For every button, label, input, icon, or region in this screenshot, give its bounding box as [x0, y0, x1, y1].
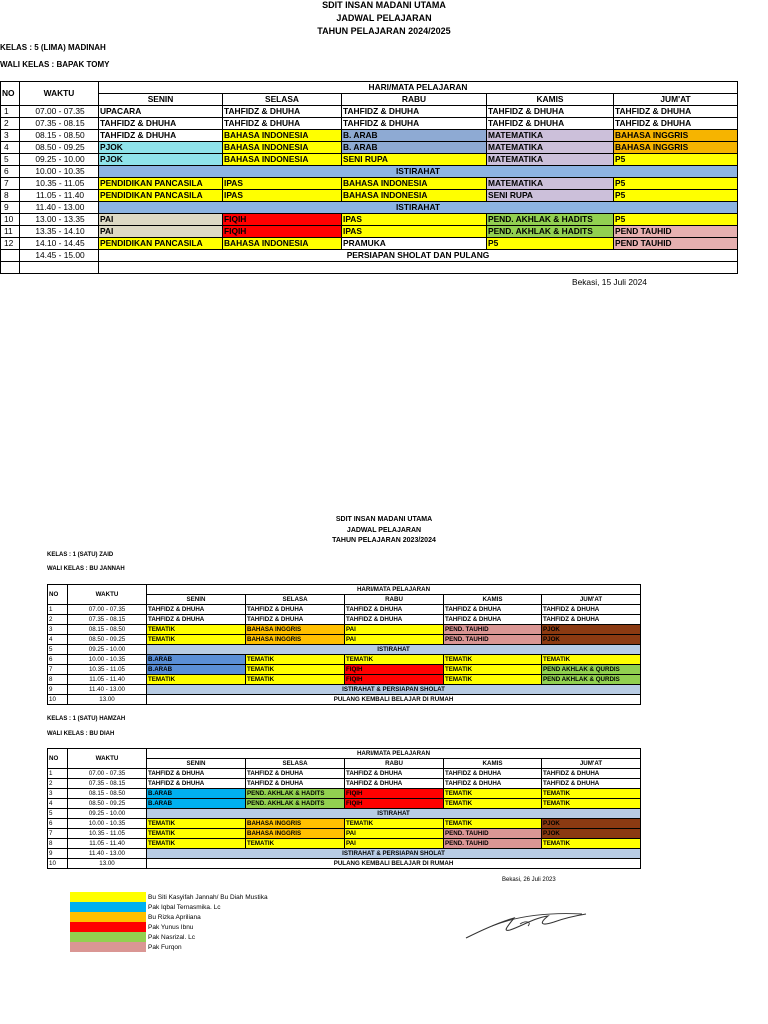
span-cell: ISTIRAHAT: [147, 809, 641, 819]
subject-cell: TAHFIDZ & DHUHA: [542, 779, 641, 789]
header-day: RABU: [345, 595, 444, 605]
subject-cell: TAHFIDZ & DHUHA: [342, 118, 487, 130]
row-number: 2: [48, 779, 68, 789]
row-time: 07.00 - 07.35: [68, 605, 147, 615]
row-number: 7: [48, 665, 68, 675]
row-time: 10.00 - 10.35: [68, 655, 147, 665]
subject-cell: B.ARAB: [147, 655, 246, 665]
row-time: 11.05 - 11.40: [68, 839, 147, 849]
table-row: [1, 214, 738, 226]
subject-cell: MATEMATIKA: [487, 142, 614, 154]
subject-cell: TAHFIDZ & DHUHA: [444, 769, 542, 779]
table-row: [48, 799, 641, 809]
subject-cell: TEMATIK: [246, 839, 345, 849]
legend-item: [70, 922, 268, 932]
header-no: NO: [48, 585, 68, 605]
subject-cell: TAHFIDZ & DHUHA: [223, 118, 342, 130]
row-number: 1: [48, 769, 68, 779]
subject-cell: BAHASA INDONESIA: [342, 178, 487, 190]
span-cell: [99, 262, 738, 274]
subject-cell: TAHFIDZ & DHUHA: [246, 605, 345, 615]
subject-cell: TAHFIDZ & DHUHA: [444, 779, 542, 789]
subject-cell: PEND. TAUHID: [444, 839, 542, 849]
span-cell: ISTIRAHAT & PERSIAPAN SHOLAT: [147, 685, 641, 695]
row-time: 07.35 - 08.15: [68, 779, 147, 789]
subject-cell: PENDIDIKAN PANCASILA: [99, 190, 223, 202]
table-row: [48, 635, 641, 645]
subject-cell: TAHFIDZ & DHUHA: [542, 615, 641, 625]
row-time: 10.35 - 11.05: [20, 178, 99, 190]
header-day: KAMIS: [487, 94, 614, 106]
row-time: 14.10 - 14.45: [20, 238, 99, 250]
schedule-table-2b: [47, 748, 641, 869]
table-row: [48, 675, 641, 685]
subject-cell: TAHFIDZ & DHUHA: [444, 615, 542, 625]
school-title-2: SDIT INSAN MADANI UTAMA: [335, 516, 433, 523]
header-day: JUM'AT: [614, 94, 738, 106]
legend-teacher-name: Pak Iqbal Ternasmika. Lc: [148, 903, 221, 911]
row-number: 8: [1, 190, 20, 202]
table-row: [48, 859, 641, 869]
subject-cell: PAI: [345, 839, 444, 849]
subject-cell: IPAS: [342, 214, 487, 226]
table-row: [1, 166, 738, 178]
subject-cell: PAI: [99, 214, 223, 226]
subject-cell: B.ARAB: [147, 665, 246, 675]
row-number: 7: [48, 829, 68, 839]
row-number: 10: [48, 695, 68, 705]
subject-cell: TEMATIK: [542, 789, 641, 799]
subject-cell: P5: [614, 190, 738, 202]
span-cell: ISTIRAHAT & PERSIAPAN SHOLAT: [147, 849, 641, 859]
subject-cell: FIQIH: [345, 665, 444, 675]
subject-cell: TAHFIDZ & DHUHA: [147, 605, 246, 615]
subject-cell: PENDIDIKAN PANCASILA: [99, 238, 223, 250]
subject-cell: PRAMUKA: [342, 238, 487, 250]
row-number: 10: [48, 859, 68, 869]
subject-cell: TAHFIDZ & DHUHA: [542, 769, 641, 779]
row-time: 11.40 - 13.00: [68, 685, 147, 695]
row-time: [20, 262, 99, 274]
table-row: [1, 190, 738, 202]
subject-cell: PEND. AKHLAK & HADITS: [487, 226, 614, 238]
row-time: 07.35 - 08.15: [20, 118, 99, 130]
table-row: [48, 789, 641, 799]
subject-cell: BAHASA INGGRIS: [246, 829, 345, 839]
header-days: HARI/MATA PELAJARAN: [99, 82, 738, 94]
subject-cell: BAHASA INGGRIS: [614, 142, 738, 154]
subject-cell: TAHFIDZ & DHUHA: [345, 615, 444, 625]
legend-item: [70, 932, 268, 942]
subject-cell: TAHFIDZ & DHUHA: [345, 779, 444, 789]
legend-swatch: [70, 922, 146, 932]
table-row: [1, 106, 738, 118]
table-row: [48, 849, 641, 859]
legend-swatch: [70, 902, 146, 912]
span-cell: PULANG KEMBALI BELAJAR DI RUMAH: [147, 695, 641, 705]
header-no: NO: [1, 82, 20, 106]
subject-cell: B. ARAB: [342, 130, 487, 142]
subject-cell: TAHFIDZ & DHUHA: [99, 118, 223, 130]
row-time: 08.15 - 08.50: [68, 625, 147, 635]
subject-cell: TAHFIDZ & DHUHA: [223, 106, 342, 118]
subject-cell: TEMATIK: [444, 655, 542, 665]
subject-cell: PJOK: [99, 142, 223, 154]
subject-cell: PEND TAUHID: [614, 226, 738, 238]
subject-cell: MATEMATIKA: [487, 178, 614, 190]
row-time: 09.25 - 10.00: [20, 154, 99, 166]
row-number: 8: [48, 675, 68, 685]
subject-cell: TEMATIK: [542, 839, 641, 849]
row-number: 4: [48, 635, 68, 645]
subject-cell: TAHFIDZ & DHUHA: [246, 615, 345, 625]
row-time: 11.05 - 11.40: [20, 190, 99, 202]
subject-cell: PJOK: [542, 829, 641, 839]
row-number: 1: [48, 605, 68, 615]
subject-cell: BAHASA INGGRIS: [246, 625, 345, 635]
span-cell: ISTIRAHAT: [99, 202, 738, 214]
schedule-table-2a: [47, 584, 641, 705]
subject-cell: PEND. AKHLAK & HADITS: [487, 214, 614, 226]
legend-swatch: [70, 942, 146, 952]
row-number: 3: [48, 625, 68, 635]
row-number: 4: [1, 142, 20, 154]
table-row: [48, 829, 641, 839]
subject-cell: B. ARAB: [342, 142, 487, 154]
row-time: 10.35 - 11.05: [68, 665, 147, 675]
header-time: WAKTU: [68, 585, 147, 605]
subject-cell: TAHFIDZ & DHUHA: [99, 130, 223, 142]
subject-cell: PAI: [345, 625, 444, 635]
row-number: 9: [1, 202, 20, 214]
row-number: 12: [1, 238, 20, 250]
header-day: SELASA: [246, 595, 345, 605]
table-row: [1, 262, 738, 274]
header-row: [48, 749, 641, 759]
legend-teacher-name: Bu Rizka Apriliana: [148, 913, 201, 921]
subject-cell: PJOK: [542, 625, 641, 635]
subject-cell: TAHFIDZ & DHUHA: [487, 106, 614, 118]
legend-item: [70, 902, 268, 912]
subject-cell: TEMATIK: [444, 789, 542, 799]
subject-cell: PJOK: [99, 154, 223, 166]
subject-cell: PEND TAUHID: [614, 238, 738, 250]
row-number: 9: [48, 849, 68, 859]
subject-cell: FIQIH: [223, 214, 342, 226]
doc-title-1: JADWAL PELAJARAN: [336, 13, 432, 23]
table-row: [1, 118, 738, 130]
header-day: RABU: [345, 759, 444, 769]
row-number: 5: [48, 645, 68, 655]
table-row: [48, 819, 641, 829]
subject-cell: TEMATIK: [444, 799, 542, 809]
row-time: 13.00: [68, 859, 147, 869]
table-row: [1, 238, 738, 250]
row-time: 10.00 - 10.35: [68, 819, 147, 829]
subject-cell: FIQIH: [345, 799, 444, 809]
subject-cell: TAHFIDZ & DHUHA: [246, 779, 345, 789]
table-row: [48, 695, 641, 705]
row-time: 11.40 - 13.00: [20, 202, 99, 214]
subject-cell: TAHFIDZ & DHUHA: [147, 769, 246, 779]
row-number: 2: [48, 615, 68, 625]
subject-cell: TAHFIDZ & DHUHA: [614, 118, 738, 130]
span-cell: ISTIRAHAT: [147, 645, 641, 655]
subject-cell: SENI RUPA: [487, 190, 614, 202]
header-day: JUM'AT: [542, 759, 641, 769]
legend-swatch: [70, 912, 146, 922]
row-number: 6: [48, 819, 68, 829]
subject-cell: BAHASA INDONESIA: [223, 238, 342, 250]
homeroom-label-1: WALI KELAS : BAPAK TOMY: [0, 60, 110, 69]
school-title-1: SDIT INSAN MADANI UTAMA: [322, 0, 446, 10]
subject-cell: PAI: [345, 635, 444, 645]
header-day: SELASA: [223, 94, 342, 106]
table-row: [48, 665, 641, 675]
subject-cell: IPAS: [223, 178, 342, 190]
doc-title-2: JADWAL PELAJARAN: [346, 527, 422, 534]
table-row: [1, 202, 738, 214]
subject-cell: TEMATIK: [147, 635, 246, 645]
subject-cell: TAHFIDZ & DHUHA: [342, 106, 487, 118]
table-row: [48, 685, 641, 695]
subject-cell: TEMATIK: [246, 675, 345, 685]
homeroom-label-2a: WALI KELAS : BU JANNAH: [47, 566, 125, 572]
table-row: [1, 154, 738, 166]
subject-cell: BAHASA INDONESIA: [223, 130, 342, 142]
row-number: 8: [48, 839, 68, 849]
legend-item: [70, 892, 268, 902]
subject-cell: TEMATIK: [542, 799, 641, 809]
row-time: 14.45 - 15.00: [20, 250, 99, 262]
subject-cell: FIQIH: [345, 789, 444, 799]
legend-swatch: [70, 892, 146, 902]
subject-cell: P5: [614, 154, 738, 166]
subject-cell: PJOK: [542, 635, 641, 645]
table-row: [48, 615, 641, 625]
header-day: KAMIS: [444, 595, 542, 605]
row-number: 3: [1, 130, 20, 142]
row-time: 11.05 - 11.40: [68, 675, 147, 685]
subject-cell: BAHASA INGGRIS: [246, 819, 345, 829]
subject-cell: BAHASA INDONESIA: [223, 154, 342, 166]
legend-item: [70, 942, 268, 952]
row-number: 9: [48, 685, 68, 695]
class-label-1: KELAS : 5 (LIMA) MADINAH: [0, 43, 106, 52]
row-number: 5: [48, 809, 68, 819]
row-time: 08.50 - 09.25: [68, 635, 147, 645]
table-row: [48, 779, 641, 789]
row-time: 10.00 - 10.35: [20, 166, 99, 178]
span-cell: PERSIAPAN SHOLAT DAN PULANG: [99, 250, 738, 262]
row-time: 13.00: [68, 695, 147, 705]
subject-cell: PEND. AKHLAK & HADITS: [246, 799, 345, 809]
table-row: [48, 809, 641, 819]
header-no: NO: [48, 749, 68, 769]
row-time: 08.15 - 08.50: [20, 130, 99, 142]
subject-cell: TEMATIK: [444, 675, 542, 685]
row-time: 08.50 - 09.25: [68, 799, 147, 809]
legend-teacher-name: Bu Siti Kasyifah Jannah/ Bu Diah Mustika: [148, 893, 268, 901]
subject-cell: TAHFIDZ & DHUHA: [487, 118, 614, 130]
subject-cell: PEND. TAUHID: [444, 829, 542, 839]
row-time: 08.15 - 08.50: [68, 789, 147, 799]
subject-cell: B.ARAB: [147, 789, 246, 799]
year-2: TAHUN PELAJARAN 2023/2024: [332, 537, 436, 544]
row-number: 7: [1, 178, 20, 190]
subject-cell: PEND AKHLAK & QURDIS: [542, 675, 641, 685]
subject-cell: P5: [614, 178, 738, 190]
row-time: 07.00 - 07.35: [68, 769, 147, 779]
header-day: KAMIS: [444, 759, 542, 769]
table-row: [48, 605, 641, 615]
row-number: [1, 262, 20, 274]
header-days: HARI/MATA PELAJARAN: [147, 585, 641, 595]
table-row: [1, 250, 738, 262]
schedule-table-1: [0, 81, 738, 274]
date-1: Bekasi, 15 Juli 2024: [572, 277, 647, 287]
header-row: [1, 82, 738, 94]
row-time: 07.35 - 08.15: [68, 615, 147, 625]
row-time: 08.50 - 09.25: [20, 142, 99, 154]
header-row: [48, 585, 641, 595]
subject-cell: TEMATIK: [147, 829, 246, 839]
subject-cell: SENI RUPA: [342, 154, 487, 166]
header-time: WAKTU: [20, 82, 99, 106]
subject-cell: IPAS: [223, 190, 342, 202]
subject-cell: IPAS: [342, 226, 487, 238]
header-day: SENIN: [147, 759, 246, 769]
subject-cell: BAHASA INGGRIS: [246, 635, 345, 645]
subject-cell: PEND. AKHLAK & HADITS: [246, 789, 345, 799]
header-time: WAKTU: [68, 749, 147, 769]
class-label-2a: KELAS : 1 (SATU) ZAID: [47, 552, 114, 558]
row-time: 07.00 - 07.35: [20, 106, 99, 118]
row-time: 09.25 - 10.00: [68, 645, 147, 655]
signature: [462, 904, 592, 944]
row-time: 09.25 - 10.00: [68, 809, 147, 819]
subject-cell: TAHFIDZ & DHUHA: [542, 605, 641, 615]
table-row: [48, 625, 641, 635]
subject-cell: BAHASA INDONESIA: [342, 190, 487, 202]
subject-cell: P5: [614, 214, 738, 226]
subject-cell: TEMATIK: [444, 665, 542, 675]
subject-cell: MATEMATIKA: [487, 130, 614, 142]
subject-cell: TEMATIK: [246, 655, 345, 665]
subject-cell: MATEMATIKA: [487, 154, 614, 166]
table-row: [1, 226, 738, 238]
table-row: [48, 839, 641, 849]
header-day: SELASA: [246, 759, 345, 769]
subject-cell: TAHFIDZ & DHUHA: [444, 605, 542, 615]
row-number: [1, 250, 20, 262]
teacher-color-legend: [70, 892, 268, 952]
subject-cell: TEMATIK: [147, 675, 246, 685]
subject-cell: FIQIH: [223, 226, 342, 238]
subject-cell: TEMATIK: [345, 819, 444, 829]
subject-cell: TAHFIDZ & DHUHA: [147, 779, 246, 789]
legend-item: [70, 912, 268, 922]
subject-cell: PEND AKHLAK & QURDIS: [542, 665, 641, 675]
subject-cell: TAHFIDZ & DHUHA: [614, 106, 738, 118]
row-time: 10.35 - 11.05: [68, 829, 147, 839]
span-cell: PULANG KEMBALI BELAJAR DI RUMAH: [147, 859, 641, 869]
legend-swatch: [70, 932, 146, 942]
subject-cell: TAHFIDZ & DHUHA: [345, 605, 444, 615]
subject-cell: PAI: [99, 226, 223, 238]
row-number: 11: [1, 226, 20, 238]
header-day: RABU: [342, 94, 487, 106]
subject-cell: TEMATIK: [147, 625, 246, 635]
subject-cell: TEMATIK: [246, 665, 345, 675]
row-time: 13.00 - 13.35: [20, 214, 99, 226]
subject-cell: TEMATIK: [345, 655, 444, 665]
subject-cell: TEMATIK: [147, 819, 246, 829]
subject-cell: TAHFIDZ & DHUHA: [246, 769, 345, 779]
subject-cell: BAHASA INGGRIS: [614, 130, 738, 142]
header-day: JUM'AT: [542, 595, 641, 605]
table-row: [48, 655, 641, 665]
class-label-2b: KELAS : 1 (SATU) HAMZAH: [47, 716, 126, 722]
row-number: 5: [1, 154, 20, 166]
subject-cell: PJOK: [542, 819, 641, 829]
row-number: 10: [1, 214, 20, 226]
table-row: [1, 142, 738, 154]
subject-cell: TEMATIK: [444, 819, 542, 829]
span-cell: ISTIRAHAT: [99, 166, 738, 178]
row-number: 2: [1, 118, 20, 130]
header-days-row: [1, 94, 738, 106]
row-time: 11.40 - 13.00: [68, 849, 147, 859]
subject-cell: PENDIDIKAN PANCASILA: [99, 178, 223, 190]
table-row: [1, 130, 738, 142]
legend-teacher-name: Pak Furqon: [148, 943, 182, 951]
subject-cell: B.ARAB: [147, 799, 246, 809]
row-number: 1: [1, 106, 20, 118]
year-1: TAHUN PELAJARAN 2024/2025: [317, 26, 451, 36]
subject-cell: P5: [487, 238, 614, 250]
subject-cell: PEND. TAUHID: [444, 635, 542, 645]
table-row: [48, 645, 641, 655]
subject-cell: TAHFIDZ & DHUHA: [147, 615, 246, 625]
subject-cell: TEMATIK: [147, 839, 246, 849]
subject-cell: UPACARA: [99, 106, 223, 118]
header-day: SENIN: [99, 94, 223, 106]
subject-cell: BAHASA INDONESIA: [223, 142, 342, 154]
table-row: [1, 178, 738, 190]
subject-cell: FIQIH: [345, 675, 444, 685]
header-days: HARI/MATA PELAJARAN: [147, 749, 641, 759]
header-day: SENIN: [147, 595, 246, 605]
legend-teacher-name: Pak Nasrizal. Lc: [148, 933, 195, 941]
legend-teacher-name: Pak Yunus Ibnu: [148, 923, 194, 931]
row-time: 13.35 - 14.10: [20, 226, 99, 238]
subject-cell: TAHFIDZ & DHUHA: [345, 769, 444, 779]
homeroom-label-2b: WALI KELAS : BU DIAH: [47, 731, 115, 737]
row-number: 6: [1, 166, 20, 178]
row-number: 4: [48, 799, 68, 809]
date-2: Bekasi, 26 Juli 2023: [502, 877, 556, 883]
row-number: 6: [48, 655, 68, 665]
subject-cell: TEMATIK: [542, 655, 641, 665]
row-number: 3: [48, 789, 68, 799]
subject-cell: PEND. TAUHID: [444, 625, 542, 635]
subject-cell: PAI: [345, 829, 444, 839]
table-row: [48, 769, 641, 779]
